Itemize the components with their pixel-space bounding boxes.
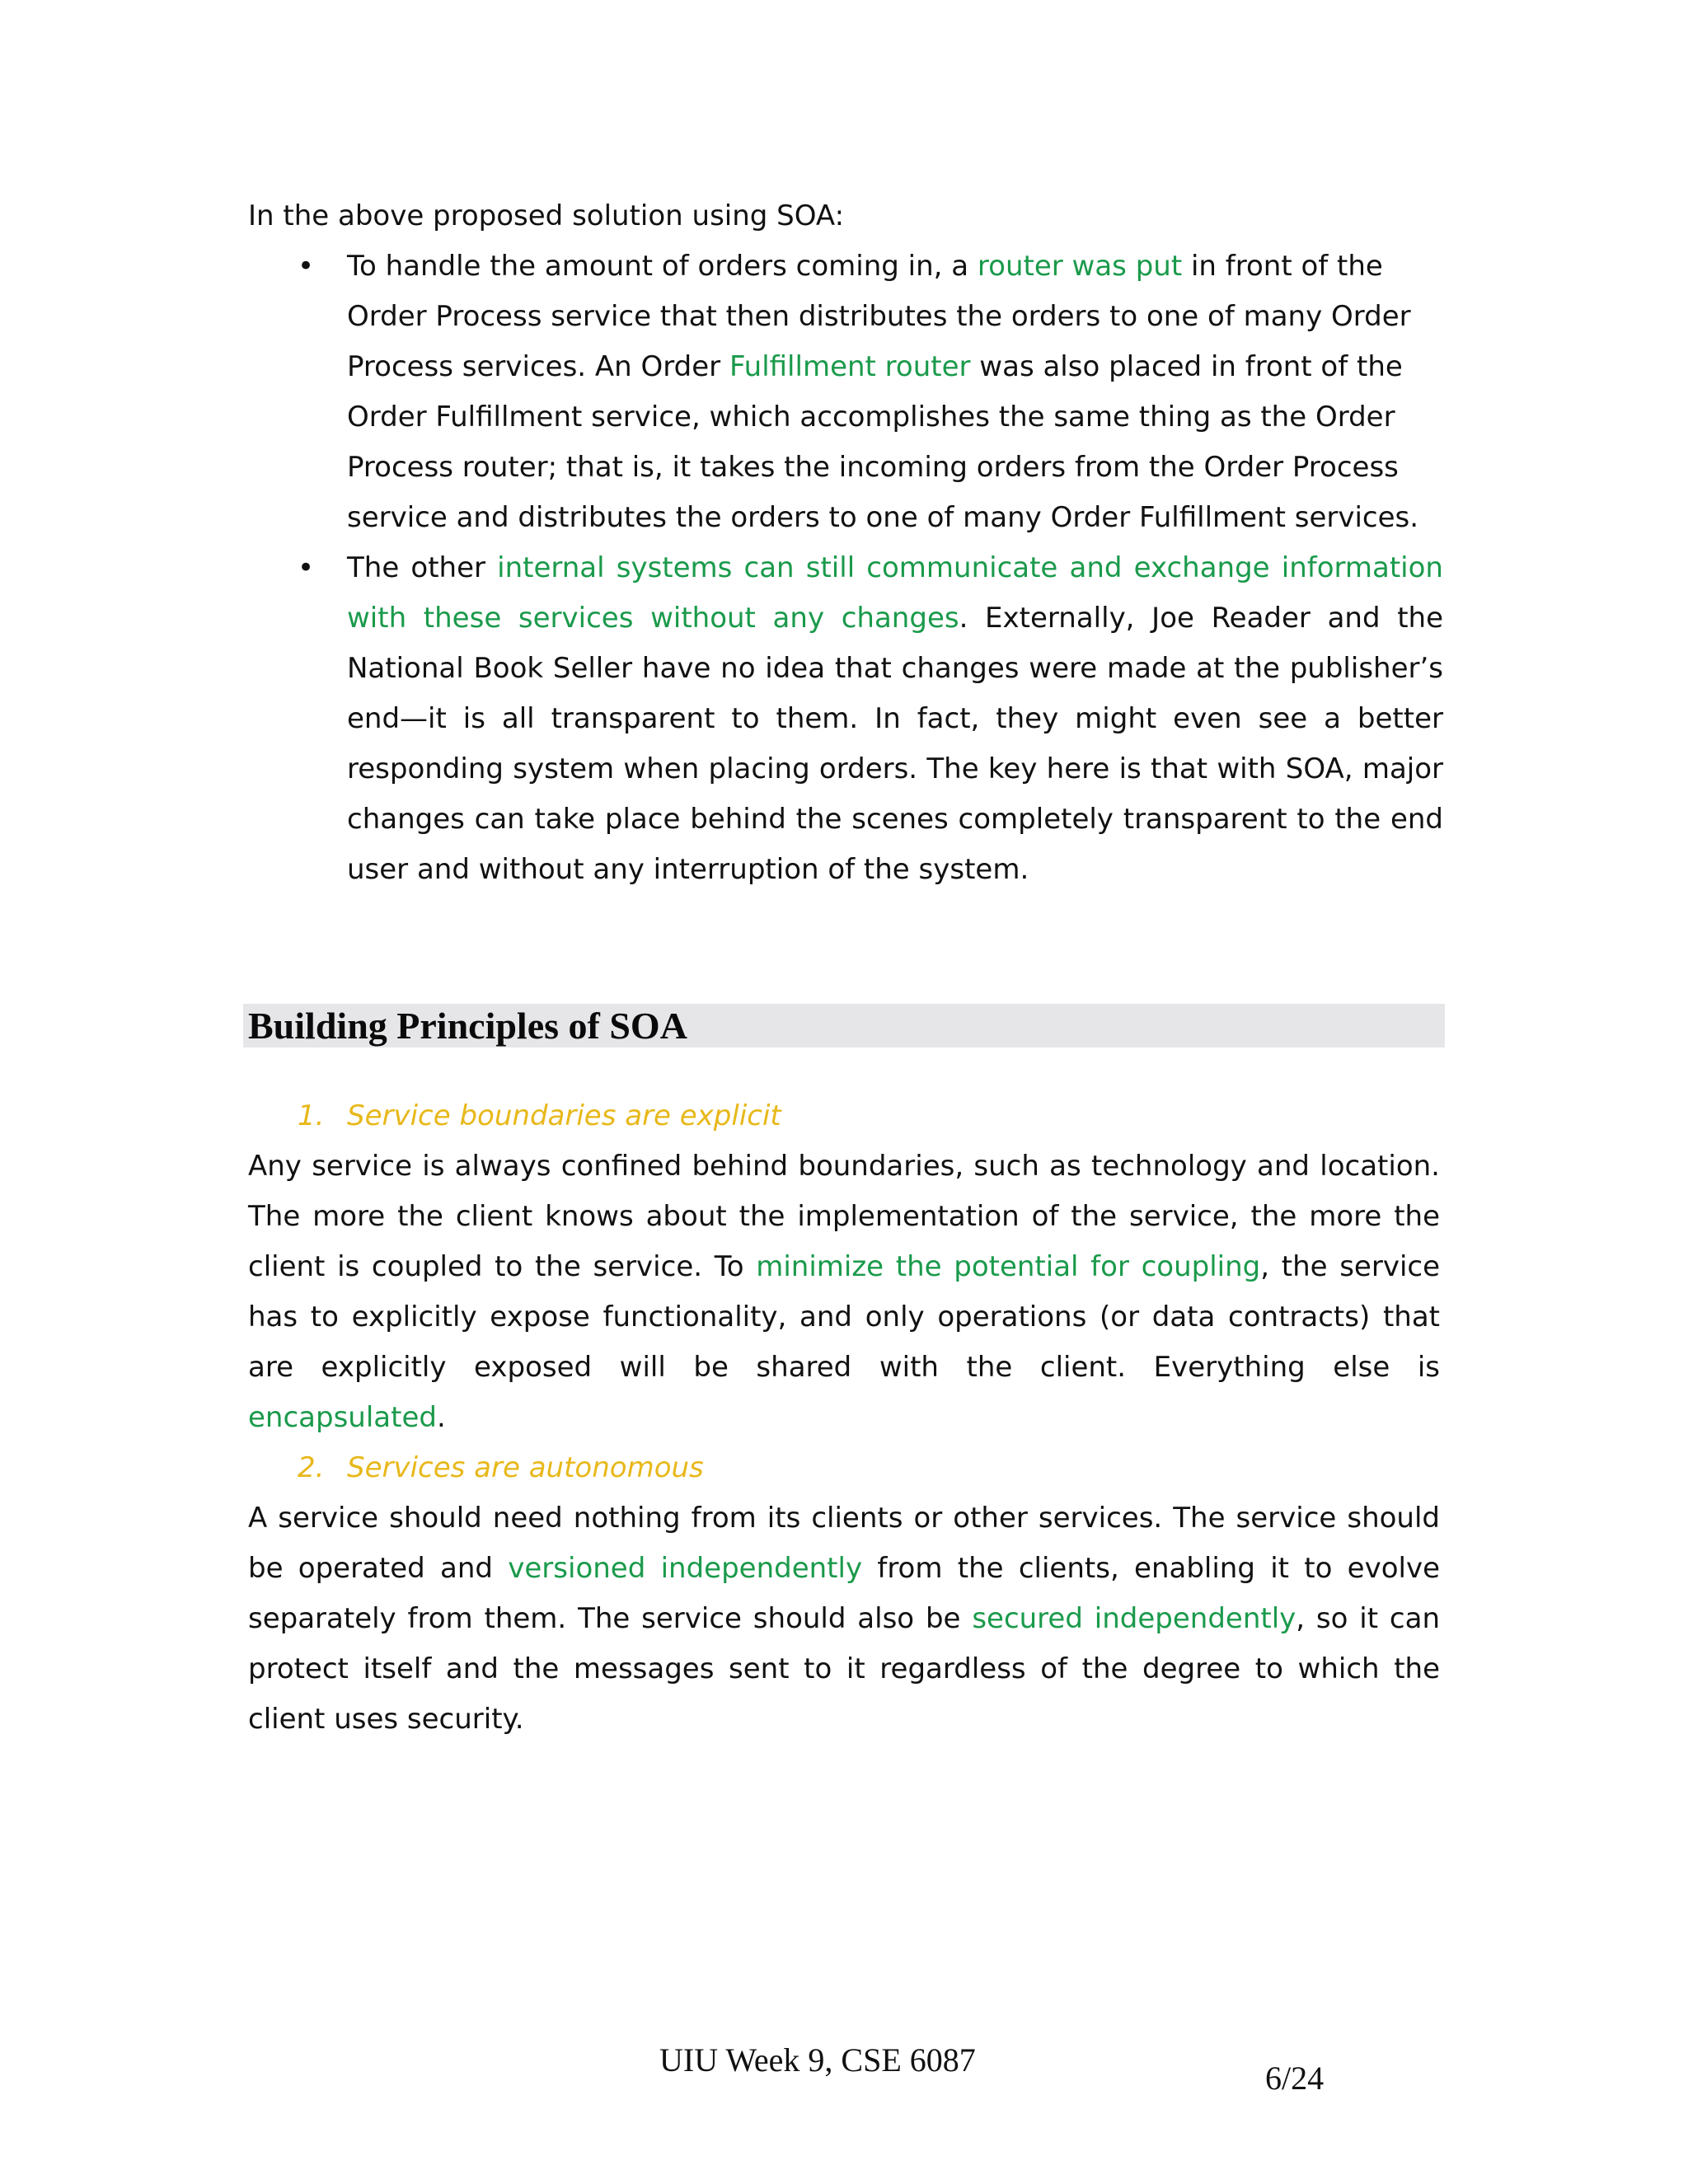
principle-number: 2. [298, 1451, 325, 1484]
principle-title-text: Services are autonomous [347, 1451, 704, 1484]
page-number: 6/24 [1265, 2060, 1325, 2097]
text-segment: . Externally, Joe Reader and the National Book Seller have no idea that changes were made at the publisher’s end—it is all transparent to them. In fact, they might even see a better responding system when placing orders. The key here is that with SOA, major changes can take place behind the scenes completely transparent to the end user and without any interruption of the system. [347, 602, 1444, 886]
text-segment: Any service is always confined behind boundaries, such as technology and location. The more the client knows about the implementation of the service, the more the client is coupled to the service. To [248, 1150, 1440, 1283]
principle-title [298, 1443, 704, 1493]
bullet-text [347, 551, 1443, 886]
highlighted-text: minimize the potential for coupling [756, 1250, 1261, 1283]
bullet-item [248, 543, 1443, 895]
highlighted-text: secured independently [972, 1602, 1296, 1635]
bullet-icon: • [298, 250, 315, 283]
highlighted-text: versioned independently [508, 1552, 863, 1585]
text-segment: To handle the amount of orders coming in, a [347, 250, 978, 283]
text-segment: in front of the Order Process service that then distributes the orders to one of many Order Process services. An Order [347, 250, 1411, 383]
bullet-icon: • [298, 551, 315, 584]
bullet-text [347, 250, 1418, 534]
text-segment: . [436, 1401, 446, 1434]
text-segment: A service should need nothing from its clients or other services. The service should be operated and [248, 1502, 1440, 1585]
principle-body [248, 1493, 1440, 1745]
text-segment: , so it can protect itself and the messages sent to it regardless of the degree to which the client uses security. [248, 1602, 1440, 1736]
text-segment: , the service has to explicitly expose functionality, and only operations (or data contracts) that are explicitly exposed will be shared with the client. Everything else is [248, 1250, 1441, 1384]
text-segment: The other [347, 551, 498, 584]
text-segment: was also placed in front of the Order Fulfillment service, which accomplishes the same thing as the Order Process router; that is, it takes the incoming orders from the Order Process service and distributes the orders to one of many Order Fulfillment services. [347, 350, 1419, 534]
highlighted-text: encapsulated [248, 1401, 437, 1434]
text-segment: from the clients, enabling it to evolve separately from them. The service should also be [248, 1552, 1441, 1635]
bullet-item [248, 241, 1443, 543]
highlighted-text: internal systems can still communicate and exchange information with these services without any changes [347, 551, 1443, 635]
principle-title [298, 1091, 781, 1141]
highlighted-text: router was put [977, 250, 1183, 283]
highlighted-text: Fulfillment router [729, 350, 971, 383]
bullet-list [248, 241, 1443, 895]
principle-body [248, 1141, 1440, 1443]
principle-number: 1. [298, 1099, 325, 1132]
intro-text: In the above proposed solution using SOA: [248, 199, 845, 232]
section-heading: Building Principles of SOA [248, 1005, 687, 1047]
footer-course-label: UIU Week 9, CSE 6087 [659, 2041, 976, 2079]
principle-title-text: Service boundaries are explicit [347, 1099, 781, 1132]
